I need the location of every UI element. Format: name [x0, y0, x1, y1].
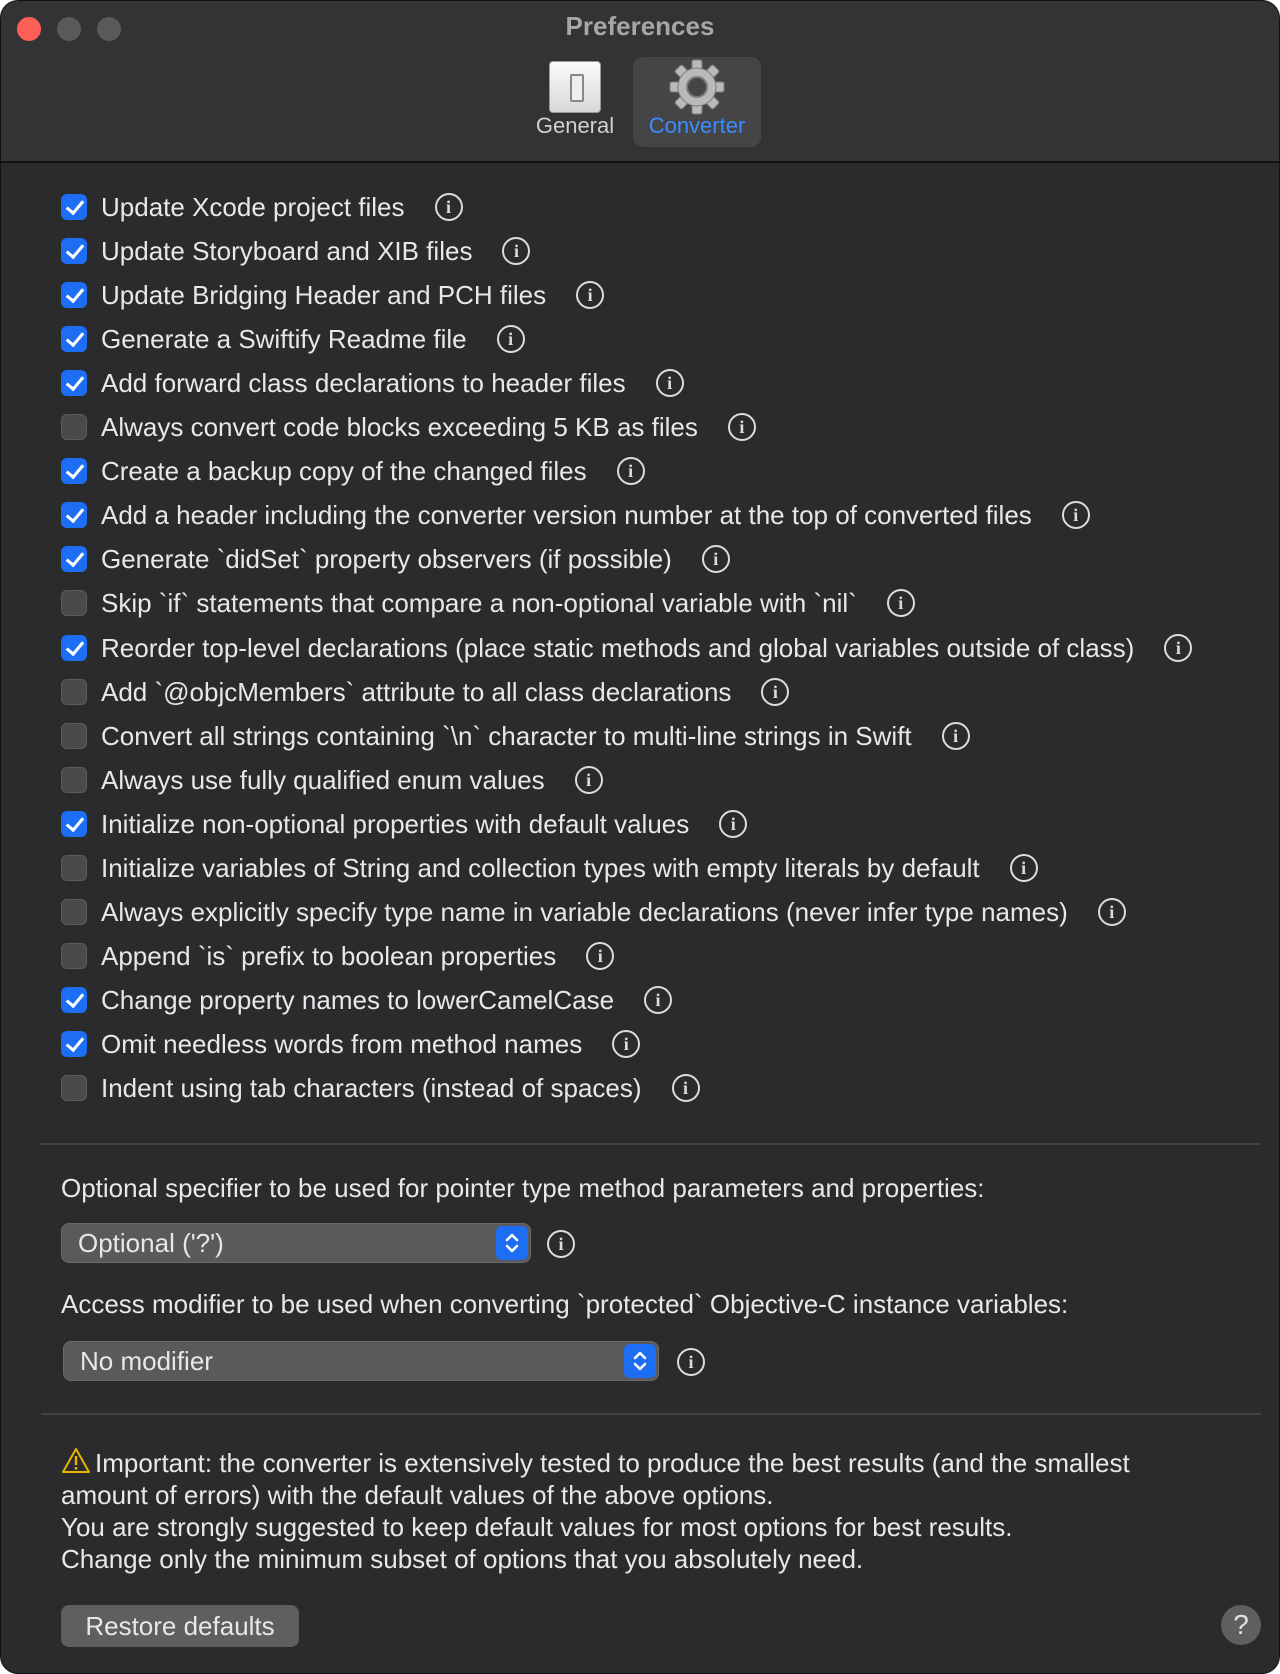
option-label[interactable]: Always use fully qualified enum values	[101, 764, 545, 795]
option-row[interactable]	[61, 361, 684, 405]
option-label[interactable]: Create a backup copy of the changed files	[101, 455, 587, 486]
option-checkbox[interactable]	[61, 546, 87, 572]
important-note	[61, 1447, 1219, 1575]
option-checkbox[interactable]	[61, 679, 87, 705]
help-button[interactable]: ?	[1221, 1605, 1261, 1645]
option-checkbox[interactable]	[61, 767, 87, 793]
option-checkbox[interactable]	[61, 458, 87, 484]
info-icon[interactable]: i	[644, 986, 672, 1014]
option-row[interactable]	[61, 846, 1038, 890]
info-icon[interactable]: i	[887, 589, 915, 617]
info-icon[interactable]: i	[1010, 854, 1038, 882]
popup-arrows-icon	[496, 1226, 528, 1260]
option-checkbox[interactable]	[61, 414, 87, 440]
popup-arrows-icon	[624, 1344, 656, 1378]
switch-icon	[549, 61, 601, 113]
option-checkbox[interactable]	[61, 282, 87, 308]
option-checkbox[interactable]	[61, 326, 87, 352]
option-label[interactable]: Add a header including the converter version number at the top of converted files	[101, 499, 1032, 530]
option-checkbox[interactable]	[61, 194, 87, 220]
option-label[interactable]: Always convert code blocks exceeding 5 KB as files	[101, 411, 698, 442]
option-row[interactable]	[61, 317, 525, 361]
option-label[interactable]: Generate `didSet` property observers (if possible)	[101, 543, 672, 574]
info-icon[interactable]: i	[612, 1030, 640, 1058]
tab-converter-label: Converter	[648, 113, 746, 138]
access-modifier-label: Access modifier to be used when converting `protected` Objective-C instance variables:	[61, 1289, 1069, 1319]
optional-specifier-popup[interactable]	[61, 1223, 531, 1263]
divider	[41, 1413, 1261, 1415]
info-icon[interactable]: i	[1164, 634, 1192, 662]
access-modifier-popup[interactable]	[63, 1341, 659, 1381]
option-checkbox[interactable]	[61, 943, 87, 969]
option-row[interactable]	[61, 537, 730, 581]
info-icon[interactable]: i	[702, 545, 730, 573]
option-row[interactable]	[61, 1022, 640, 1066]
option-label[interactable]: Add `@objcMembers` attribute to all class declarations	[101, 676, 732, 707]
tab-converter[interactable]	[633, 57, 761, 147]
option-label[interactable]: Add forward class declarations to header files	[101, 367, 626, 398]
option-label[interactable]: Initialize variables of String and collection types with empty literals by default	[101, 852, 980, 883]
info-icon[interactable]: i	[672, 1074, 700, 1102]
info-icon[interactable]: i	[586, 942, 614, 970]
option-checkbox[interactable]	[61, 855, 87, 881]
option-label[interactable]: Change property names to lowerCamelCase	[101, 984, 615, 1015]
tab-general-label: General	[535, 113, 615, 138]
converter-settings	[1, 163, 1279, 1673]
option-checkbox[interactable]	[61, 635, 87, 661]
option-checkbox[interactable]	[61, 899, 87, 925]
tab-general[interactable]	[513, 57, 637, 147]
option-label[interactable]: Reorder top-level declarations (place static methods and global variables outside of class)	[101, 632, 1135, 663]
info-icon[interactable]: i	[497, 325, 525, 353]
optional-specifier-label: Optional specifier to be used for pointer type method parameters and properties:	[61, 1173, 985, 1203]
warning-icon	[61, 1447, 91, 1475]
info-icon: i	[547, 1230, 575, 1258]
option-label[interactable]: Update Xcode project files	[101, 191, 405, 222]
option-row[interactable]	[61, 978, 672, 1022]
option-checkbox[interactable]	[61, 987, 87, 1013]
title-bar	[1, 1, 1279, 163]
optional-specifier-info-button[interactable]	[547, 1230, 575, 1258]
option-checkbox[interactable]	[61, 370, 87, 396]
info-icon: i	[677, 1348, 705, 1376]
option-row[interactable]	[61, 802, 747, 846]
info-icon[interactable]: i	[761, 678, 789, 706]
option-row[interactable]	[61, 229, 530, 273]
window-title: Preferences	[565, 11, 715, 41]
access-modifier-info-button[interactable]	[677, 1348, 705, 1376]
info-icon[interactable]: i	[656, 369, 684, 397]
option-checkbox[interactable]	[61, 502, 87, 528]
option-row[interactable]	[61, 581, 915, 625]
option-label[interactable]: Update Bridging Header and PCH files	[101, 279, 547, 310]
option-label[interactable]: Omit needless words from method names	[101, 1028, 583, 1059]
option-checkbox[interactable]	[61, 1075, 87, 1101]
option-label[interactable]: Update Storyboard and XIB files	[101, 235, 473, 266]
info-icon[interactable]: i	[502, 237, 530, 265]
optional-specifier-value: Optional ('?')	[78, 1228, 224, 1258]
option-checkbox[interactable]	[61, 1031, 87, 1057]
option-row[interactable]	[61, 1066, 700, 1110]
option-label[interactable]: Convert all strings containing `\n` character to multi-line strings in Swift	[101, 720, 912, 751]
option-checkbox[interactable]	[61, 238, 87, 264]
info-icon[interactable]: i	[576, 281, 604, 309]
option-label[interactable]: Initialize non-optional properties with default values	[101, 808, 690, 839]
option-row[interactable]	[61, 405, 756, 449]
divider	[41, 1143, 1261, 1145]
option-label[interactable]: Always explicitly specify type name in variable declarations (never infer type names)	[101, 896, 1068, 927]
option-row[interactable]	[61, 670, 789, 714]
restore-defaults-button[interactable]: Restore defaults	[61, 1605, 299, 1647]
option-row[interactable]	[61, 758, 603, 802]
option-checkbox[interactable]	[61, 723, 87, 749]
option-row[interactable]	[61, 626, 1192, 670]
info-icon[interactable]: i	[719, 810, 747, 838]
info-icon[interactable]: i	[728, 413, 756, 441]
info-icon[interactable]: i	[435, 193, 463, 221]
info-icon[interactable]: i	[942, 722, 970, 750]
note-line-3: Change only the minimum subset of options that you absolutely need.	[61, 1544, 864, 1574]
option-row[interactable]	[61, 890, 1126, 934]
option-label[interactable]: Skip `if` statements that compare a non-optional variable with `nil`	[101, 587, 857, 618]
option-row[interactable]	[61, 714, 970, 758]
option-label[interactable]: Indent using tab characters (instead of spaces)	[101, 1072, 642, 1103]
note-line-2: You are strongly suggested to keep default values for most options for best results.	[61, 1512, 1013, 1542]
option-row[interactable]	[61, 185, 463, 229]
option-label[interactable]: Append `is` prefix to boolean properties	[101, 940, 557, 971]
info-icon[interactable]: i	[1062, 501, 1090, 529]
option-row[interactable]	[61, 449, 645, 493]
option-row[interactable]	[61, 273, 604, 317]
note-line-1: Important: the converter is extensively tested to produce the best results (and the smallest amount of errors) with the default values of the above options.	[61, 1448, 1130, 1510]
option-row[interactable]	[61, 934, 614, 978]
access-modifier-value: No modifier	[80, 1346, 213, 1376]
option-label[interactable]: Generate a Swiftify Readme file	[101, 323, 467, 354]
info-icon[interactable]: i	[617, 457, 645, 485]
option-checkbox[interactable]	[61, 590, 87, 616]
info-icon[interactable]: i	[1098, 898, 1126, 926]
option-row[interactable]	[61, 493, 1090, 537]
gear-icon	[667, 57, 727, 117]
option-checkbox[interactable]	[61, 811, 87, 837]
info-icon[interactable]: i	[575, 766, 603, 794]
